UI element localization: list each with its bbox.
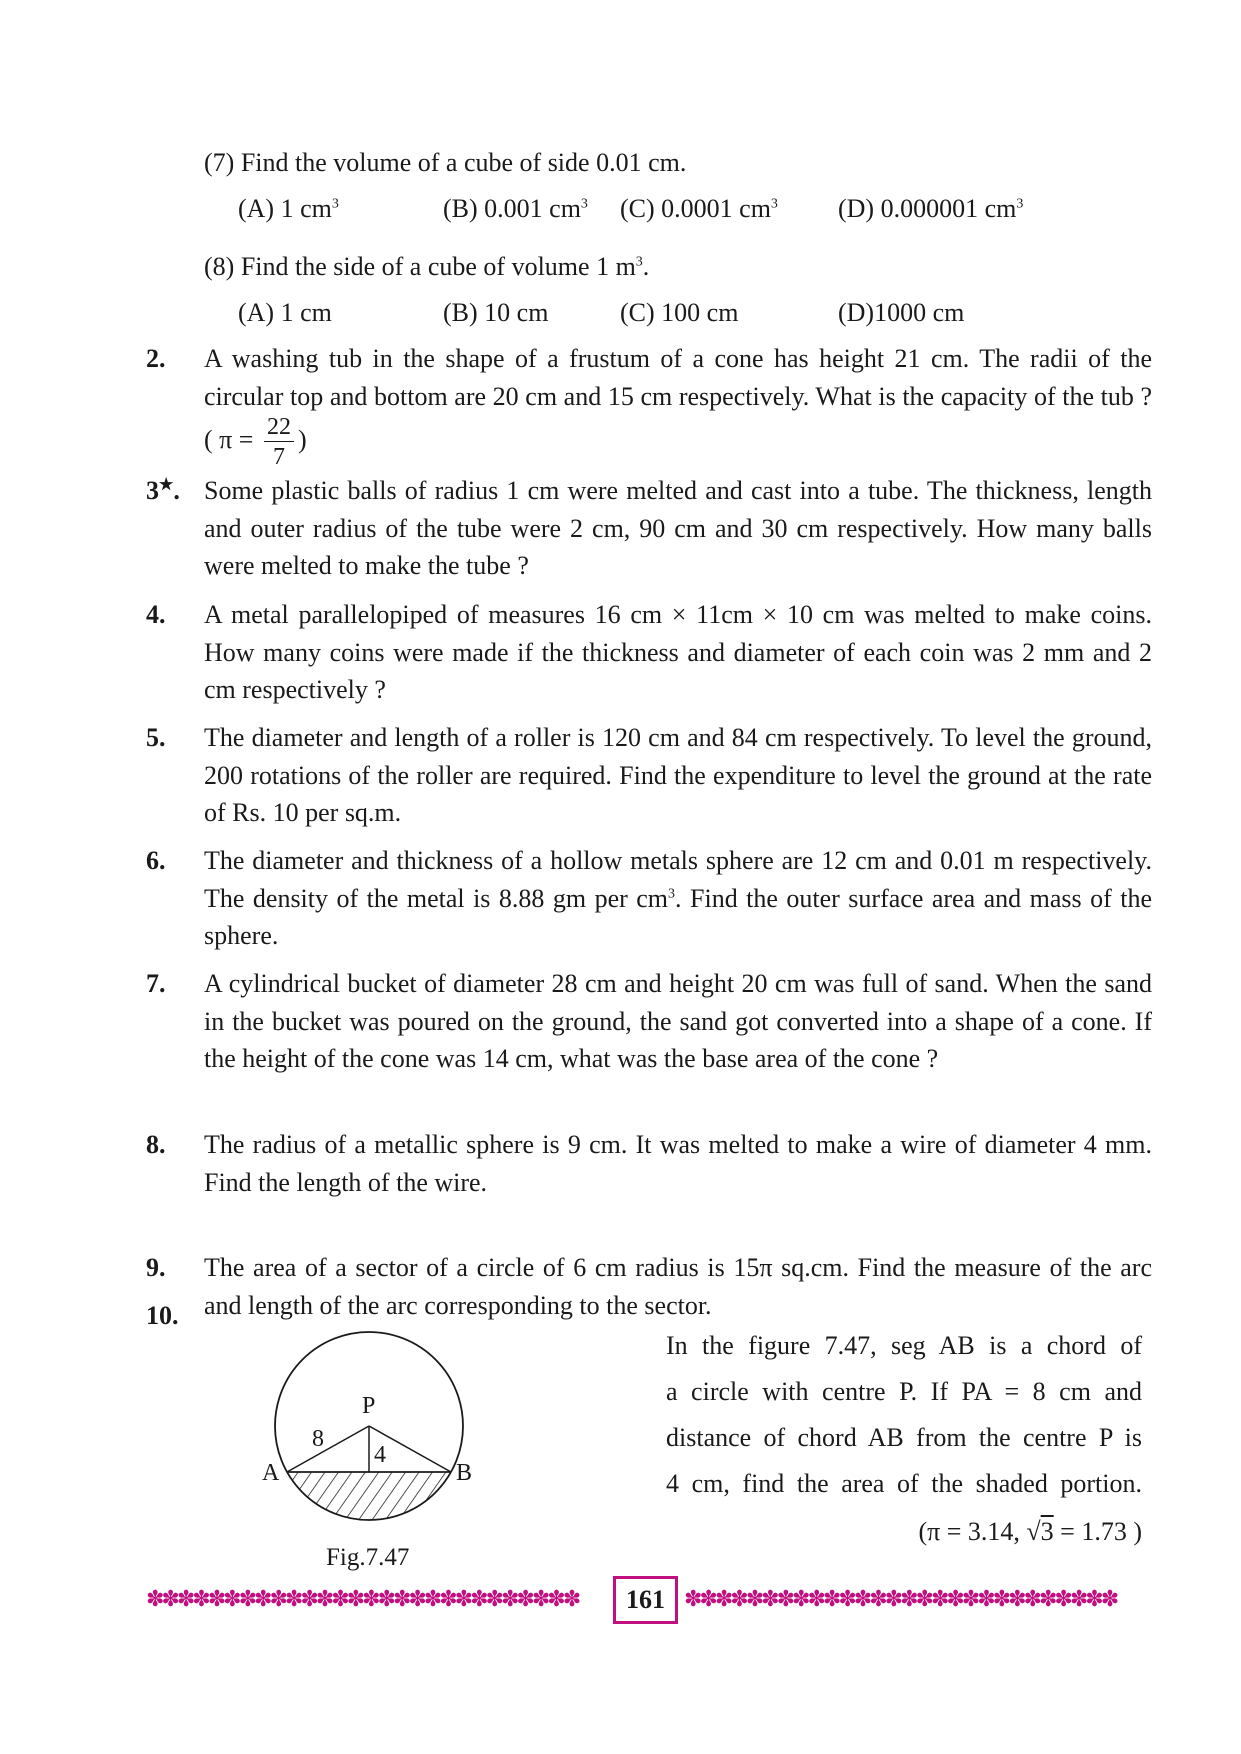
question-8-number: 8. (146, 1130, 166, 1159)
question-4-text: A metal parallelopiped of measures 16 cm × 11cm × 10 cm was melted to make coins. How many coins were made if the thickness and diameter of each coin was 2 mm and 2 cm respectively ? (204, 600, 1152, 704)
mcq-8-option-d: (D)1000 cm (838, 298, 965, 327)
star-icon: ★ (159, 476, 174, 494)
question-10-text (666, 1323, 1142, 1555)
question-7-text: A cylindrical bucket of diameter 28 cm and height 20 cm was full of sand. When the sand in the bucket was poured on the ground, the sand got converted into a shape of a cone. If the height of the cone was 14 cm, what was the base area of the cone ? (204, 969, 1152, 1073)
shaded-segment (287, 1472, 451, 1520)
label-b: B (456, 1460, 473, 1486)
mcq-7-option-d: (D) 0.000001 $cm^3$ (838, 194, 1024, 223)
question-3-number: 3★. (146, 476, 180, 505)
question-6-text: The diameter and thickness of a hollow metals sphere are 12 cm and 0.01 m respectively. The density of the metal is 8.88 gm per $cm^3$. Find the outer surface area and mass of the sphere. (204, 846, 1152, 950)
figure-caption: Fig.7.47 (326, 1544, 410, 1571)
mcq-7-question: (7) Find the volume of a cube of side 0.01 cm. (204, 148, 687, 177)
mcq-7-option-b: (B) 0.001 $cm^3$ (443, 194, 588, 223)
question-10-line: In the figure 7.47, seg AB is a chord of (666, 1331, 1142, 1360)
label-pa-length: 8 (312, 1426, 324, 1452)
figure-7-47 (250, 1310, 510, 1610)
question-9-text: The area of a sector of a circle of 6 cm radius is 15π sq.cm. Find the measure of the arc and length of the arc corresponding to the sector. (204, 1253, 1152, 1320)
mcq-8-option-b: (B) 10 cm (443, 298, 549, 327)
label-p: P (362, 1393, 376, 1419)
pi-fraction: $\frac{22}{7}$ (264, 415, 294, 469)
footer-ornament-right: ✽✽✽✽✽✽✽✽✽✽✽✽✽✽✽✽✽✽✽✽✽✽✽✽✽✽✽✽ (684, 1586, 1117, 1611)
given-values: (π = 3.14, √3 = 1.73 ) (918, 1517, 1142, 1546)
question-4-number: 4. (146, 600, 166, 629)
question-9-number: 9. (146, 1253, 166, 1282)
mcq-7-option-c: (C) 0.0001 $cm^3$ (620, 194, 778, 223)
question-7-number: 7. (146, 969, 166, 998)
mcq-8-option-c: (C) 100 cm (620, 298, 739, 327)
mcq-8-option-a: (A) 1 cm (238, 298, 332, 327)
question-10-line: 4 cm, find the area of the shaded portion. (666, 1469, 1142, 1498)
label-distance: 4 (374, 1442, 386, 1468)
question-2-text: A washing tub in the shape of a frustum of a cone has height 21 cm. The radii of the circular top and bottom are 20 cm and 15 cm respectively. What is the capacity of the tub ? ( π = $\frac{22}{7}$ ) (204, 344, 1152, 470)
question-10-line: distance of chord AB from the centre P is (666, 1423, 1142, 1452)
question-6-number: 6. (146, 846, 166, 875)
question-5-text: The diameter and length of a roller is 120 cm and 84 cm respectively. To level the ground, 200 rotations of the roller are required. Find the expenditure to level the ground at the rate of Rs. 10 per sq.m. (204, 723, 1152, 827)
footer-ornament-left: ✽✽✽✽✽✽✽✽✽✽✽✽✽✽✽✽✽✽✽✽✽✽✽✽✽✽✽✽ (146, 1586, 579, 1611)
question-10-line: a circle with centre P. If PA = 8 cm and (666, 1377, 1142, 1406)
question-10-number: 10. (146, 1301, 179, 1330)
page-number: 161 (613, 1576, 678, 1624)
radius-pa (287, 1426, 369, 1472)
question-5-number: 5. (146, 723, 166, 752)
mcq-8-question: (8) Find the side of a cube of volume 1 $m^3$. (204, 252, 650, 281)
question-2-number: 2. (146, 344, 166, 373)
sqrt-3: √3 (1026, 1517, 1054, 1546)
question-3-text: Some plastic balls of radius 1 cm were melted and cast into a tube. The thickness, length and outer radius of the tube were 2 cm, 90 cm and 30 cm respectively. How many balls were melted to make the tube ? (204, 476, 1152, 580)
mcq-7-option-a: (A) 1 $cm^3$ (238, 194, 339, 223)
question-8-text: The radius of a metallic sphere is 9 cm. It was melted to make a wire of diameter 4 mm. Find the length of the wire. (204, 1130, 1152, 1197)
label-a: A (262, 1460, 280, 1486)
